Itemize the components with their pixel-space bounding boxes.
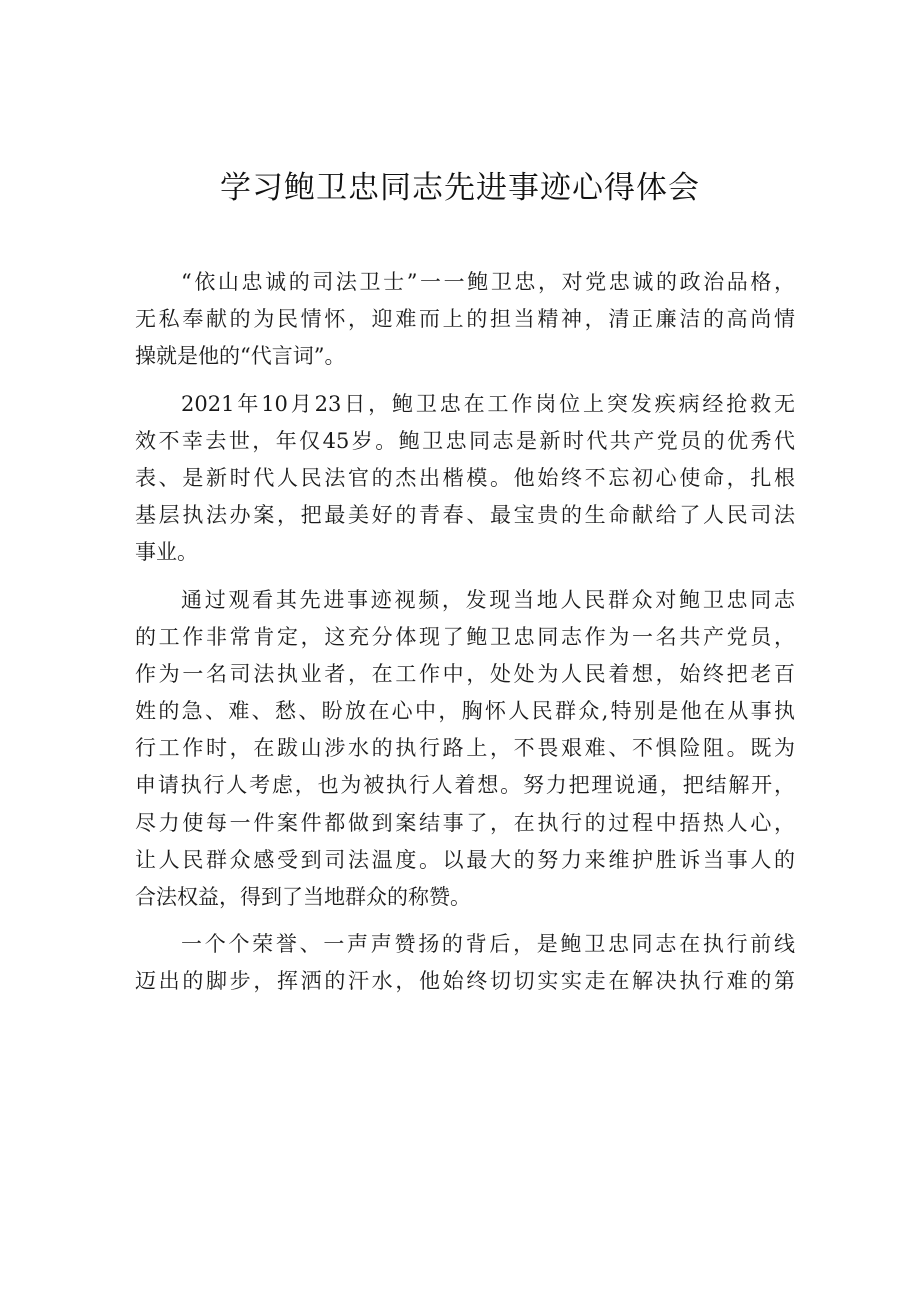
- text-line: 让人民群众感受到司法温度。以最大的努力来维护胜诉当事人的: [135, 847, 795, 872]
- text-line: 无私奉献的为民情怀，迎难而上的担当精神，清正廉洁的高尚情: [135, 307, 795, 332]
- text-line: 申请执行人考虑，也为被执行人着想。努力把理说通，把结解开，: [135, 773, 795, 798]
- paragraph-3: [135, 582, 795, 917]
- text-line: 2021年10月23日，鲍卫忠在工作岗位上突发疾病经抢救无: [181, 391, 795, 416]
- text-line: 合法权益，得到了当地群众的称赞。: [135, 885, 471, 909]
- text-line: 操就是他的“代言词”。: [135, 344, 346, 369]
- text-line: 行工作时，在跋山涉水的执行路上，不畏艰难、不惧险阻。既为: [135, 736, 795, 761]
- document-title: 学习鲍卫忠同志先进事迹心得体会: [220, 170, 700, 206]
- paragraph-2: [135, 386, 795, 572]
- text-line: 表、是新时代人民法官的杰出楷模。他始终不忘初心使命，扎根: [135, 465, 795, 490]
- text-line: 一个个荣誉、一声声赞扬的背后，是鲍卫忠同志在执行前线: [181, 932, 795, 957]
- text-line: 通过观看其先进事迹视频，发现当地人民群众对鲍卫忠同志: [181, 587, 795, 612]
- text-line: 作为一名司法执业者，在工作中，处处为人民着想，始终把老百: [135, 661, 795, 686]
- text-line: 迈出的脚步，挥洒的汗水，他始终切切实实走在解决执行难的第: [135, 969, 795, 994]
- text-line: 基层执法办案，把最美好的青春、最宝贵的生命献给了人民司法: [135, 503, 795, 528]
- text-line: 的工作非常肯定，这充分体现了鲍卫忠同志作为一名共产党员，: [135, 624, 795, 649]
- text-line: 姓的急、难、愁、盼放在心中，胸怀人民群众,特别是他在从事执: [135, 699, 795, 724]
- text-line: 尽力使每一件案件都做到案结事了，在执行的过程中捂热人心，: [135, 810, 795, 835]
- text-line: 效不幸去世，年仅45岁。鲍卫忠同志是新时代共产党员的优秀代: [135, 428, 795, 453]
- document-body: [135, 264, 795, 1011]
- paragraph-1: [135, 264, 795, 376]
- text-line: “依山忠诚的司法卫士”一一鲍卫忠，对党忠诚的政治品格，: [181, 270, 795, 294]
- text-line: 事业。: [135, 540, 198, 565]
- paragraph-4: [135, 926, 795, 1000]
